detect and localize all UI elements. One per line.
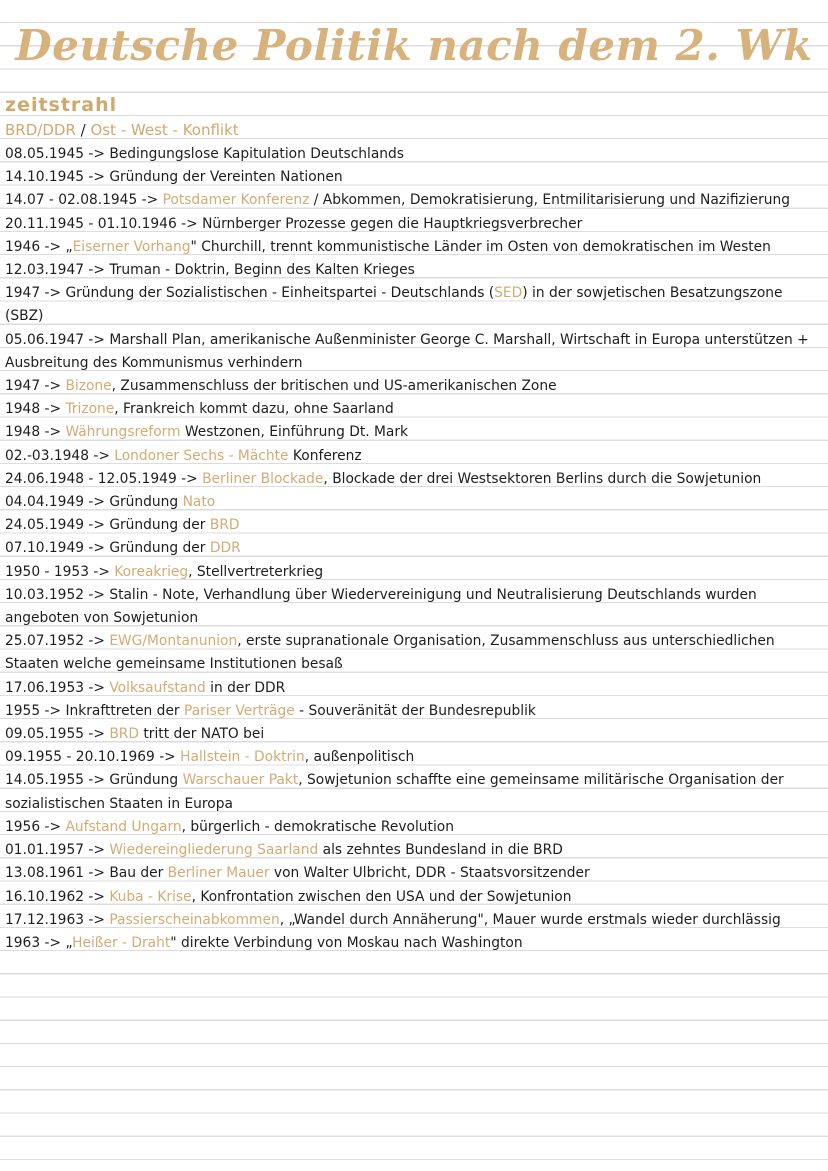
entry-text-continued: , erste supranationale Organisation, Zusammenschluss aus unterschiedlichen Staaten welche gemeinsame Institutionen besaß — [5, 633, 775, 673]
timeline-entry — [5, 746, 823, 769]
entry-text: Gründung — [109, 772, 183, 789]
entry-text-continued: / Abkommen, Demokratisierung, Entmilitarisierung und Nazifizierung — [309, 192, 791, 209]
entry-text: „ — [65, 934, 73, 951]
entry-date: 02.-03.1948 — [5, 447, 89, 464]
entry-date: 1963 — [5, 934, 41, 951]
timeline-entry — [5, 932, 823, 955]
timeline-entry — [5, 468, 823, 491]
entry-date: 08.05.1945 — [5, 146, 84, 162]
entry-highlight: Wiedereingliederung Saarland — [109, 842, 319, 859]
timeline-entry — [5, 143, 823, 166]
entry-date: 1947 — [5, 378, 41, 395]
timeline-entry — [5, 259, 823, 282]
arrow-icon: -> — [88, 563, 115, 580]
entry-highlight: Heißer - Draht — [72, 934, 171, 951]
entry-date: 17.06.1953 — [5, 679, 84, 696]
timeline-entry — [5, 189, 823, 212]
arrow-icon: -> — [40, 378, 66, 395]
entry-text-continued: , Stellvertreterkrieg — [188, 563, 324, 580]
timeline-entry — [5, 282, 823, 328]
entry-text-continued: , Frankreich kommt dazu, ohne Saarland — [114, 401, 394, 418]
entry-highlight: Kuba - Krise — [109, 888, 192, 905]
entry-date: 24.05.1949 — [5, 517, 84, 534]
entry-date: 20.11.1945 - 01.10.1946 — [5, 215, 177, 232]
entry-text: Bedingungslose Kapitulation Deutschlands — [109, 146, 404, 162]
timeline-list — [5, 143, 823, 955]
entry-text-continued: ) in der sowjetischen Besatzungszone (SBZ) — [5, 285, 783, 325]
entry-date: 25.07.1952 — [5, 633, 84, 650]
arrow-icon: -> — [84, 262, 110, 279]
timeline-entry — [5, 398, 823, 421]
entry-highlight: EWG/Montanunion — [109, 633, 238, 650]
entry-date: 13.08.1961 — [5, 865, 84, 882]
entry-date: 04.04.1949 — [5, 494, 84, 511]
entry-date: 1948 — [5, 401, 41, 418]
entry-date: 1947 — [5, 285, 41, 302]
entry-date: 1955 — [5, 702, 41, 719]
timeline-entry — [5, 561, 823, 584]
entry-text-continued: , Sowjetunion schaffte eine gemeinsame militärische Organisation der sozialistischen Staaten in Europa — [5, 772, 784, 812]
timeline-entry — [5, 584, 823, 630]
entry-date: 07.10.1949 — [5, 540, 84, 557]
entry-text-continued: , Blockade der drei Westsektoren Berlins durch die Sowjetunion — [323, 470, 762, 487]
entry-highlight: Währungsreform — [65, 424, 181, 441]
timeline-entry — [5, 886, 823, 909]
timeline-entry — [5, 769, 823, 815]
entry-text-continued: Westzonen, Einführung Dt. Mark — [180, 424, 409, 441]
entry-text-continued: , bürgerlich - demokratische Revolution — [181, 818, 454, 835]
arrow-icon: -> — [84, 169, 110, 186]
timeline-entry — [5, 630, 823, 676]
arrow-icon: -> — [84, 517, 110, 534]
entry-text-continued: , „Wandel durch Annäherung", Mauer wurde erstmals wieder durchlässig — [279, 911, 781, 928]
arrow-icon: -> — [84, 331, 110, 348]
arrow-icon: -> — [84, 633, 110, 650]
entry-text-continued: tritt der NATO bei — [139, 726, 265, 743]
entry-highlight: Berliner Blockade — [202, 470, 324, 487]
entry-text: Gründung der Vereinten Nationen — [109, 169, 343, 186]
entry-highlight: BRD — [209, 517, 240, 534]
timeline-entry — [5, 445, 823, 468]
section-heading: zeitstrahl — [5, 94, 118, 116]
entry-text: Gründung der — [109, 540, 210, 557]
entry-date: 10.03.1952 — [5, 586, 84, 603]
entry-highlight: Nato — [182, 494, 216, 511]
timeline-entry — [5, 537, 823, 560]
timeline-entry — [5, 491, 823, 514]
entry-date: 24.06.1948 - 12.05.1949 — [5, 470, 177, 487]
entry-date: 01.01.1957 — [5, 842, 84, 859]
entry-date: 17.12.1963 — [5, 911, 84, 928]
entry-text-continued: " Churchill, trennt kommunistische Länder im Osten von demokratischen im Westen — [190, 238, 771, 255]
entry-highlight: Aufstand Ungarn — [65, 818, 182, 835]
entry-highlight: Hallstein - Doktrin — [180, 749, 305, 766]
arrow-icon: -> — [84, 772, 110, 789]
entry-text-continued: von Walter Ulbricht, DDR - Staatsvorsitzender — [269, 865, 590, 882]
arrow-icon: -> — [176, 215, 203, 232]
entry-text-continued: , Zusammenschluss der britischen und US-amerikanischen Zone — [111, 378, 557, 395]
entry-highlight: Londoner Sechs - Mächte — [114, 447, 289, 464]
entry-date: 14.05.1955 — [5, 772, 84, 789]
timeline-entry — [5, 213, 823, 236]
arrow-icon: -> — [40, 285, 66, 302]
entry-highlight: Potsdamer Konferenz — [162, 192, 310, 209]
subheading-topic-brd-ddr: BRD/DDR — [5, 121, 76, 139]
arrow-icon: -> — [88, 447, 115, 464]
entry-text-continued: - Souveränität der Bundesrepublik — [294, 702, 536, 719]
entry-text-continued: , außenpolitisch — [304, 749, 415, 766]
entry-date: 1948 — [5, 424, 41, 441]
arrow-icon: -> — [154, 749, 181, 766]
timeline-entry — [5, 723, 823, 746]
entry-highlight: Warschauer Pakt — [182, 772, 299, 789]
arrow-icon: -> — [84, 842, 110, 859]
timeline-entry — [5, 166, 823, 189]
subheading-separator: / — [75, 121, 91, 139]
entry-text: „ — [65, 238, 73, 255]
entry-highlight: Koreakrieg — [114, 563, 189, 580]
arrow-icon: -> — [84, 888, 110, 905]
timeline-entry — [5, 421, 823, 444]
entry-highlight: Passierscheinabkommen — [109, 911, 280, 928]
timeline-entry — [5, 375, 823, 398]
entry-date: 14.07 - 02.08.1945 — [5, 192, 138, 209]
arrow-icon: -> — [84, 865, 110, 882]
arrow-icon: -> — [84, 494, 110, 511]
arrow-icon: -> — [40, 238, 66, 255]
entry-highlight: SED — [494, 285, 523, 302]
entry-highlight: Volksaufstand — [109, 679, 206, 696]
page-title: Deutsche Politik nach dem 2. Wk — [15, 21, 813, 70]
timeline-entry — [5, 816, 823, 839]
entry-text: Bau der — [109, 865, 168, 882]
arrow-icon: -> — [84, 911, 110, 928]
entry-text-continued: , Konfrontation zwischen den USA und der Sowjetunion — [191, 888, 572, 905]
arrow-icon: -> — [84, 146, 110, 162]
entry-highlight: BRD — [109, 726, 139, 743]
entry-text: Stalin - Note, Verhandlung über Wiedervereinigung und Neutralisierung Deutschlands wurden angeboten von Sowjetunion — [5, 586, 757, 627]
entry-text: Gründung — [109, 494, 183, 511]
entry-text: Inkrafttreten der — [65, 702, 184, 719]
entry-date: 16.10.1962 — [5, 888, 84, 905]
arrow-icon: -> — [176, 470, 203, 487]
arrow-icon: -> — [84, 679, 110, 696]
entry-highlight: DDR — [209, 540, 241, 557]
arrow-icon: -> — [40, 424, 66, 441]
entry-date: 09.1955 - 20.10.1969 — [5, 749, 155, 766]
entry-date: 12.03.1947 — [5, 262, 84, 279]
entry-text: Nürnberger Prozesse gegen die Hauptkriegsverbrecher — [202, 215, 583, 232]
entry-text: Marshall Plan, amerikanische Außenminister George C. Marshall, Wirtschaft in Europa unterstützen + Ausbreitung des Kommunismus verhindern — [5, 331, 809, 371]
entry-date: 14.10.1945 — [5, 169, 84, 186]
arrow-icon: -> — [84, 726, 110, 743]
timeline-entry — [5, 677, 823, 700]
arrow-icon: -> — [137, 192, 163, 209]
timeline-entry — [5, 700, 823, 723]
entry-text: Truman - Doktrin, Beginn des Kalten Krieges — [109, 262, 415, 279]
timeline-entry — [5, 514, 823, 537]
entry-highlight: Pariser Verträge — [184, 702, 295, 719]
entry-text-continued: Konferenz — [288, 447, 362, 464]
subheading-topic-ost-west: Ost - West - Konflikt — [90, 121, 239, 139]
entry-text-continued: in der DDR — [205, 679, 286, 696]
entry-text: Gründung der Sozialistischen - Einheitspartei - Deutschlands ( — [65, 285, 495, 302]
timeline-entry — [5, 909, 823, 932]
timeline-entry — [5, 329, 823, 375]
arrow-icon: -> — [40, 702, 66, 719]
timeline-entry — [5, 862, 823, 885]
entry-date: 09.05.1955 — [5, 726, 84, 743]
arrow-icon: -> — [40, 401, 66, 418]
entry-date: 1950 - 1953 — [5, 563, 89, 580]
entry-text-continued: " direkte Verbindung von Moskau nach Washington — [170, 934, 523, 951]
entry-date: 1956 — [5, 818, 41, 835]
entry-highlight: Eiserner Vorhang — [72, 238, 191, 255]
arrow-icon: -> — [84, 586, 110, 603]
arrow-icon: -> — [40, 934, 66, 951]
entry-highlight: Berliner Mauer — [167, 865, 270, 882]
entry-text: Gründung der — [109, 517, 210, 534]
section-subheading — [5, 119, 239, 142]
entry-highlight: Trizone — [65, 401, 115, 418]
timeline-entry — [5, 839, 823, 862]
entry-text-continued: als zehntes Bundesland in die BRD — [318, 842, 563, 859]
entry-date: 05.06.1947 — [5, 331, 84, 348]
arrow-icon: -> — [84, 540, 110, 557]
timeline-entry — [5, 236, 823, 259]
arrow-icon: -> — [40, 818, 66, 835]
entry-date: 1946 — [5, 238, 41, 255]
entry-highlight: Bizone — [65, 378, 112, 395]
